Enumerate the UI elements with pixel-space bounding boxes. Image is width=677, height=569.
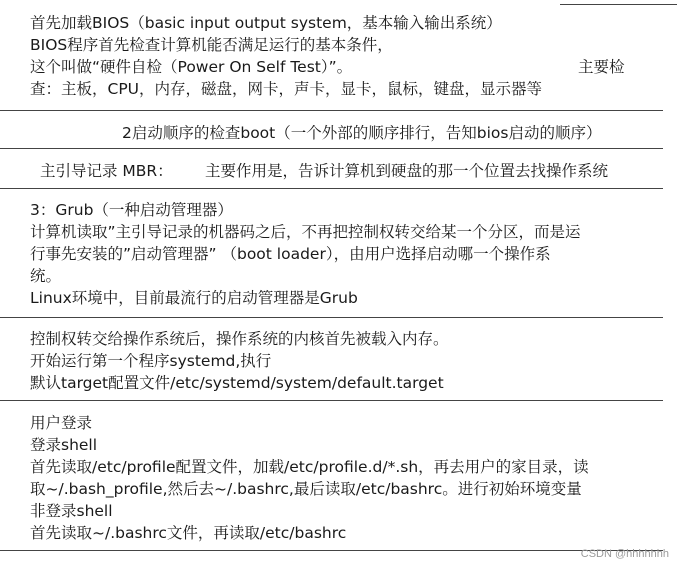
- divider-2: [0, 148, 663, 149]
- kernel-line-1: 控制权转交给操作系统后，操作系统的内核首先被载入内存。: [30, 330, 449, 348]
- login-line-6: 首先读取~/.bashrc文件，再读取/etc/bashrc: [30, 524, 347, 542]
- boot-order-line: 2启动顺序的检查boot（一个外部的顺序排行，告知bios启动的顺序）: [122, 124, 602, 142]
- bios-line-1: 首先加载BIOS（basic input output system，基本输入输出系统）: [30, 14, 502, 32]
- watermark: CSDN @hhhhhhh: [580, 548, 669, 560]
- grub-section: [30, 199, 581, 309]
- grub-line-4: 统。: [30, 267, 62, 285]
- login-line-1: 用户登录: [30, 414, 93, 432]
- bios-line-4: 查：主板，CPU，内存，磁盘，网卡，声卡，显卡，鼠标，键盘，显示器等: [30, 80, 543, 98]
- divider-5: [0, 400, 663, 401]
- bios-line-3: 这个叫做“硬件自检（Power On Self Test）”。: [30, 58, 353, 76]
- mbr-label: 主引导记录 MBR：: [40, 162, 173, 180]
- login-line-3: 首先读取/etc/profile配置文件，加载/etc/profile.d/*.sh，再去用户的家目录，读: [30, 458, 589, 476]
- bios-line-3-tail: 主要检: [578, 58, 625, 76]
- kernel-line-2: 开始运行第一个程序systemd,执行: [30, 352, 272, 370]
- divider-1: [0, 110, 663, 111]
- grub-line-1: 3：Grub（一种启动管理器）: [30, 201, 233, 219]
- login-line-4: 取~/.bash_profile,然后去~/.bashrc,最后读取/etc/bashrc。进行初始环境变量: [30, 480, 582, 498]
- top-divider: [560, 4, 677, 5]
- grub-line-3: 行事先安装的”启动管理器” （boot loader），由用户选择启动哪一个操作系: [30, 245, 551, 263]
- mbr-text: 主要作用是，告诉计算机到硬盘的那一个位置去找操作系统: [205, 162, 609, 180]
- kernel-line-3: 默认target配置文件/etc/systemd/system/default.target: [30, 374, 444, 392]
- grub-line-2: 计算机读取”主引导记录的机器码之后，不再把控制权转交给某一个分区，而是运: [30, 223, 581, 241]
- login-section: [30, 412, 589, 544]
- divider-6: [0, 550, 663, 551]
- divider-3: [0, 188, 663, 189]
- bios-line-2: BIOS程序首先检查计算机能否满足运行的基本条件，: [30, 36, 393, 54]
- divider-4: [0, 317, 663, 318]
- kernel-section: [30, 328, 449, 394]
- bios-section: [30, 12, 542, 100]
- login-line-2: 登录shell: [30, 436, 98, 454]
- grub-line-5: Linux环境中，目前最流行的启动管理器是Grub: [30, 289, 358, 307]
- login-line-5: 非登录shell: [30, 502, 113, 520]
